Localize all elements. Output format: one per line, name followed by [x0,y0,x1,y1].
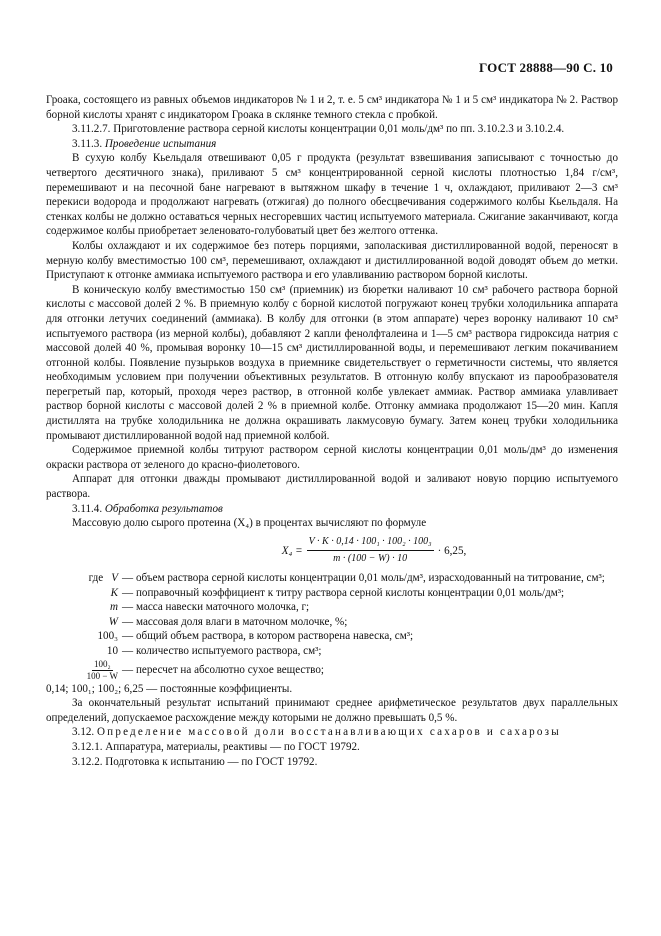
definition-text: пересчет на абсолютно сухое вещество; [136,663,324,676]
definition-text: общий объем раствора, в котором растворена навеска, см³; [136,630,414,643]
definition-symbol: W [108,615,118,628]
definition-row: где V — объем раствора серной кислоты концентрации 0,01 моль/дм³, израсходованный на титрование, см³; [46,571,618,586]
section-3-12-heading [46,725,618,740]
definition-text: поправочный коэффициент к титру раствора серной кислоты концентрации 0,01 моль/дм³; [136,586,565,599]
paragraph-titration: Содержимое приемной колбы титруют раствором серной кислоты концентрации 0,01 моль/дм³ до изменения окраски раствора от зеленого до красно-фиолетового. [46,444,618,471]
section-number: 3.11.3. [72,137,103,150]
paragraph-3-11-2-7: 3.11.2.7. Приготовление раствора серной кислоты концентрации 0,01 моль/дм³ по пп. 3.10.2.3 и 3.10.2.4. [72,123,565,136]
section-3-11-4-heading [46,502,618,517]
fraction-numerator: 100₂ [93,658,111,669]
section-title: Обработка результатов [104,502,223,515]
page-header: ГОСТ 28888—90 С. 10 [479,60,613,75]
section-3-11-3-heading [46,137,618,152]
definition-symbol: K [110,586,118,599]
definition-text: объем раствора серной кислоты концентрации 0,01 моль/дм³, израсходованный на титрование, см³; [136,572,605,584]
definition-symbol: m [109,601,118,614]
protein-formula [130,535,618,567]
formula-fraction [307,535,434,567]
paragraph-final-result: За окончательный результат испытаний принимают среднее арифметическое результатов двух параллельных определений, допускаемое расхождение между которыми не должно превышать 0,5 %. [46,697,618,724]
section-title: Проведение испытания [104,137,217,150]
definition-row: W — массовая доля влаги в маточном молочке, %; [46,615,618,630]
definition-text: масса навески маточного молочка, г; [136,601,310,614]
formula-lhs: X₄ = [281,544,303,557]
paragraph-3-12-1: 3.12.1. Аппаратура, материалы, реактивы — по ГОСТ 19792. [72,740,360,753]
symbol-definitions [46,571,618,682]
paragraph-cooling: Колбы охлаждают и их содержимое без потерь порциями, заполаскивая дистиллированной водой, переносят в мерную колбу вместимостью 100 см³, перемешивают, охлаждают и дистиллированной водой доводят объем до метки. Приступают к отгонке аммиака испытуемого раствора и его улавливанию раствором борной кислоты. [46,239,618,282]
definition-row: $\frac{\text{100₂}}{100 - W}$ — пересчет на абсолютно сухое вещество; [46,659,618,682]
definition-text: массовая доля влаги в маточном молочке, %; [136,615,348,628]
definition-symbol: 10 [106,644,118,657]
definition-row: 10 — количество испытуемого раствора, см³; [46,644,618,659]
document-body [46,93,618,769]
paragraph-constants: 0,14; 100₁; 100₂; 6,25 — постоянные коэффициенты. [46,682,293,695]
section-number: 3.12. [72,726,95,739]
paragraph-3-12-2: 3.12.2. Подготовка к испытанию — по ГОСТ 19792. [72,755,318,768]
paragraph-kjeldahl: В сухую колбу Кьельдаля отвешивают 0,05 г продукта (результат взвешивания записывают с точностью до четвертого десятичного знака), приливают 5 см³ концентрированной серной кислоты плотностью 1,84 г/см³, перемешивают и на песочной бане нагревают в вытяжном шкафу в течение 1 ч, охлаждают, приливают 2—3 см³ перекиси водорода и продолжают нагревать (отжигая) до полного обесцвечивания содержимого колбы Кьельдаля. На стенках колбы не должно оставаться черных несгоревших частиц испытуемого материала. Сжигание заканчивают, когда содержимое колбы приобретает зеленовато-голубоватый цвет без желтого оттенка. [46,152,618,238]
definition-row: m — масса навески маточного молочка, г; [46,600,618,615]
section-title: Определение массовой доли восстанавливающих сахаров и сахарозы [96,726,561,739]
paragraph-distillation: В коническую колбу вместимостью 150 см³ (приемник) из бюретки наливают 10 см³ рабочего раствора борной кислоты с массовой долей 2 %. В приемную колбу с борной кислотой погружают конец трубки холодильника аппарата для отгонки летучих соединений (аммиака). В колбу для отгонки (в этом аппарате) через воронку наливают 10 см³ испытуемого раствора (из мерной колбы), добавляют 2 капли фенолфталеина и 1—5 см³ раствора гидроксида натрия с массовой долей 40 %, промывая воронку 10—15 см³ дистиллированной воды, и перемешивают легким покачиванием отгонной колбы. Появление пузырьков воздуха в приемнике свидетельствует о герметичности системы, что является необходимым условием при получении объективных результатов. В отгонную колбу впускают из парообразователя перегретый пар, который, проходя через раствор, в отгонной колбе увлекает аммиак. Раствор аммиака улавливает раствор борной кислоты с массовой долей 2 % в приемной колбе. Отгонку аммиака продолжают 15—20 мин. Капля дистиллята на трубке холодильника не должна окрашивать лакмусовую бумагу. Затем конец трубки холодильника промывают дистиллированной водой над приемной колбой. [46,283,618,442]
formula-denominator: m · (100 − W) · 10 [333,553,408,565]
paragraph-rinse: Аппарат для отгонки дважды промывают дистиллированной водой и заливают новую порцию испытуемого раствора. [46,473,618,501]
definition-symbol: 100₃ [97,630,118,643]
definition-row: K — поправочный коэффициент к титру раствора серной кислоты концентрации 0,01 моль/дм³; [46,586,618,601]
formula-tail: · 6,25, [437,544,467,557]
paragraph-groak-indicator: Гроака, состоящего из равных объемов индикаторов № 1 и 2, т. е. 5 см³ индикатора № 1 и 5 см³ индикатора № 2. Раствор борной кислоты хранят с индикатором Гроака в склянке темного стекла с пробкой. [46,94,618,121]
definition-symbol-fraction [87,659,118,682]
definition-row: 100₃ — общий объем раствора, в котором растворена навеска, см³; [46,629,618,644]
paragraph-formula-intro: Массовую долю сырого протеина (X₄) в процентах вычисляют по формуле [72,517,427,530]
definition-text: количество испытуемого раствора, см³; [136,644,322,657]
formula-numerator: V · K · 0,14 · 100₁ · 100₂ · 100₃ [307,535,434,552]
section-number: 3.11.4. [72,502,103,515]
definition-symbol: V [111,572,118,584]
fraction-denominator: 100 − W [86,670,118,681]
where-label: где [88,572,104,584]
